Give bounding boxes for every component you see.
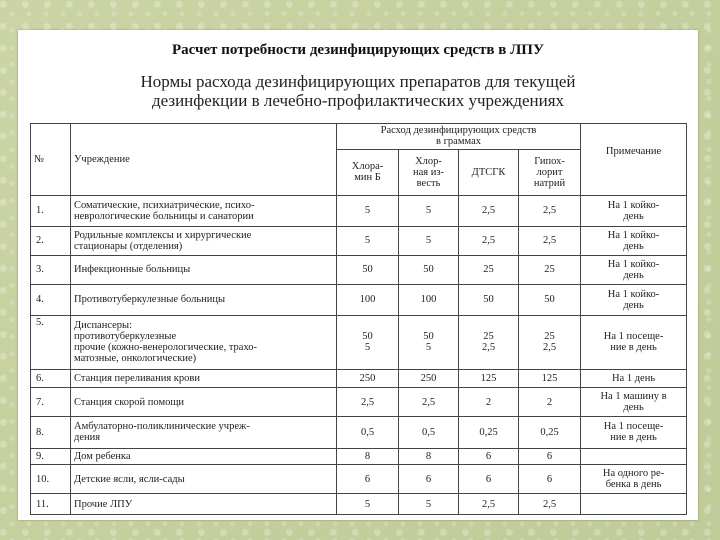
table-row: [31, 284, 687, 315]
row-institution: Дом ребенка: [71, 448, 337, 465]
caption-line: Нормы расхода дезинфицирующих препаратов для текущей: [140, 72, 576, 91]
row-num: 7.: [31, 388, 71, 417]
page-title: Расчет потребности дезинфицирующих средств в ЛПУ: [172, 42, 544, 58]
note-line: На 1 койко-: [607, 199, 660, 211]
inst-line: Соматические, психиатрические, психо-: [74, 199, 255, 211]
cell-chloramine: 6: [337, 465, 399, 494]
note-line: На 1 посеще-: [603, 331, 664, 343]
cell-chloramine: 100: [337, 284, 399, 315]
inst-line: Родильные комплексы и хирургические: [74, 229, 252, 241]
header-note: Примечание: [581, 124, 687, 196]
value-line: 50: [423, 331, 434, 343]
cell-dtsgk: 2,5: [459, 226, 519, 255]
note-line: бенка в день: [605, 479, 662, 491]
row-num: 6.: [31, 369, 71, 388]
cell-hypochlorite: 125: [519, 369, 581, 388]
note-line: день: [623, 269, 644, 281]
row-num: 5.: [31, 315, 71, 369]
header-dtsgk: ДТСГК: [459, 149, 519, 195]
row-num: 1.: [31, 195, 71, 226]
table-caption: [78, 72, 638, 110]
cell-hypochlorite: [519, 315, 581, 369]
inst-line: матозные, онкологические): [74, 353, 197, 365]
cell-hypochlorite: 2,5: [519, 494, 581, 515]
cell-note: [581, 465, 687, 494]
cell-note: На 1 день: [581, 369, 687, 388]
cell-chlorine-lime: 0,5: [399, 417, 459, 448]
row-num: 3.: [31, 255, 71, 284]
cell-dtsgk: 50: [459, 284, 519, 315]
value-line: 5: [364, 342, 371, 354]
cell-dtsgk: 0,25: [459, 417, 519, 448]
row-num: 8.: [31, 417, 71, 448]
note-line: На 1 посеще-: [603, 421, 664, 433]
note-line: На 1 машину в: [600, 391, 667, 403]
cell-dtsgk: 25: [459, 255, 519, 284]
table-row: [31, 388, 687, 417]
cell-chloramine: [337, 315, 399, 369]
cell-chlorine-lime: 6: [399, 465, 459, 494]
cell-dtsgk: 2: [459, 388, 519, 417]
cell-dtsgk: 2,5: [459, 494, 519, 515]
note-line: ние в день: [610, 342, 657, 354]
disinfectant-norms-table: [30, 123, 687, 515]
table-row: [31, 465, 687, 494]
row-institution: Противотуберкулезные больницы: [71, 284, 337, 315]
note-line: На одного ре-: [602, 468, 665, 480]
cell-dtsgk: [459, 315, 519, 369]
cell-chloramine: 5: [337, 494, 399, 515]
cell-chlorine-lime: 2,5: [399, 388, 459, 417]
row-num: 10.: [31, 465, 71, 494]
cell-chlorine-lime: 5: [399, 195, 459, 226]
cell-hypochlorite: 50: [519, 284, 581, 315]
table-row: [31, 417, 687, 448]
row-institution: Инфекционные больницы: [71, 255, 337, 284]
note-line: На 1 койко-: [607, 258, 660, 270]
value-line: 5: [425, 342, 432, 354]
cell-note: [581, 226, 687, 255]
cell-hypochlorite: 2,5: [519, 195, 581, 226]
value-line: 25: [483, 331, 494, 343]
header-line: Хлор-: [415, 155, 442, 167]
header-line: Гипох-: [534, 155, 565, 167]
cell-note: [581, 417, 687, 448]
inst-line: стационары (отделения): [74, 240, 183, 252]
row-institution: Прочие ЛПУ: [71, 494, 337, 515]
table-row: [31, 255, 687, 284]
cell-hypochlorite: 25: [519, 255, 581, 284]
inst-line: Диспансеры:: [74, 320, 133, 332]
row-institution: [71, 315, 337, 369]
cell-note: [581, 315, 687, 369]
row-num: 11.: [31, 494, 71, 515]
cell-chlorine-lime: 5: [399, 494, 459, 515]
table-row: [31, 369, 687, 388]
value-line: 2,5: [542, 342, 557, 354]
header-line: лорит: [536, 166, 563, 178]
cell-chloramine: 5: [337, 195, 399, 226]
header-group-line: в граммах: [436, 136, 481, 148]
cell-hypochlorite: 6: [519, 448, 581, 465]
note-line: На 1 койко-: [607, 288, 660, 300]
table-row: [31, 195, 687, 226]
cell-note: [581, 388, 687, 417]
header-line: натрий: [533, 177, 566, 189]
cell-chloramine: 8: [337, 448, 399, 465]
value-line: 2,5: [481, 342, 496, 354]
note-line: На 1 койко-: [607, 229, 660, 241]
table-row: [31, 494, 687, 515]
header-chloramine: [337, 149, 399, 195]
note-line: день: [623, 402, 644, 414]
header-group-line: Расход дезинфицирующих средств: [380, 125, 537, 137]
cell-chloramine: 250: [337, 369, 399, 388]
cell-chlorine-lime: [399, 315, 459, 369]
row-institution: Станция переливания крови: [71, 369, 337, 388]
table-row: [31, 315, 687, 369]
cell-note: [581, 494, 687, 515]
value-line: 25: [544, 331, 555, 343]
inst-line: Амбулаторно-поликлинические учреж-: [74, 421, 250, 433]
cell-note: [581, 195, 687, 226]
cell-chlorine-lime: 50: [399, 255, 459, 284]
row-institution: Станция скорой помощи: [71, 388, 337, 417]
header-institution: Учреждение: [71, 124, 337, 196]
table-row: [31, 226, 687, 255]
row-num: 4.: [31, 284, 71, 315]
cell-chlorine-lime: 250: [399, 369, 459, 388]
cell-dtsgk: 125: [459, 369, 519, 388]
inst-line: дения: [74, 432, 101, 444]
inst-line: неврологические больницы и санатории: [74, 210, 254, 222]
row-num: 2.: [31, 226, 71, 255]
header-row: [31, 124, 687, 150]
row-institution: Детские ясли, ясли-сады: [71, 465, 337, 494]
document-page: [18, 30, 698, 520]
header-line: Хлора-: [351, 161, 384, 173]
note-line: день: [623, 240, 644, 252]
cell-hypochlorite: 6: [519, 465, 581, 494]
row-num: 9.: [31, 448, 71, 465]
cell-chloramine: 5: [337, 226, 399, 255]
cell-chloramine: 50: [337, 255, 399, 284]
row-institution: [71, 226, 337, 255]
table-row: [31, 448, 687, 465]
inst-line: прочие (кожно-венерологические, трахо-: [74, 342, 258, 354]
header-num: №: [31, 124, 71, 196]
row-institution: [71, 195, 337, 226]
cell-chlorine-lime: 8: [399, 448, 459, 465]
cell-chloramine: 2,5: [337, 388, 399, 417]
cell-chlorine-lime: 100: [399, 284, 459, 315]
cell-dtsgk: 2,5: [459, 195, 519, 226]
cell-note: [581, 255, 687, 284]
value-line: 50: [362, 331, 373, 343]
header-chlorine-lime: [399, 149, 459, 195]
row-institution: [71, 417, 337, 448]
inst-line: противотуберкулезные: [74, 331, 177, 343]
cell-chlorine-lime: 5: [399, 226, 459, 255]
header-line: весть: [416, 177, 441, 189]
note-line: ние в день: [610, 432, 657, 444]
cell-note: [581, 448, 687, 465]
header-line: мин Б: [354, 172, 381, 184]
cell-chloramine: 0,5: [337, 417, 399, 448]
cell-dtsgk: 6: [459, 448, 519, 465]
header-line: ная из-: [413, 166, 444, 178]
cell-hypochlorite: 0,25: [519, 417, 581, 448]
cell-hypochlorite: 2,5: [519, 226, 581, 255]
cell-note: [581, 284, 687, 315]
cell-dtsgk: 6: [459, 465, 519, 494]
cell-hypochlorite: 2: [519, 388, 581, 417]
header-hypochlorite: [519, 149, 581, 195]
caption-line: дезинфекции в лечебно-профилактических учреждениях: [151, 91, 565, 110]
note-line: день: [623, 299, 644, 311]
note-line: день: [623, 210, 644, 222]
header-group: [337, 124, 581, 150]
